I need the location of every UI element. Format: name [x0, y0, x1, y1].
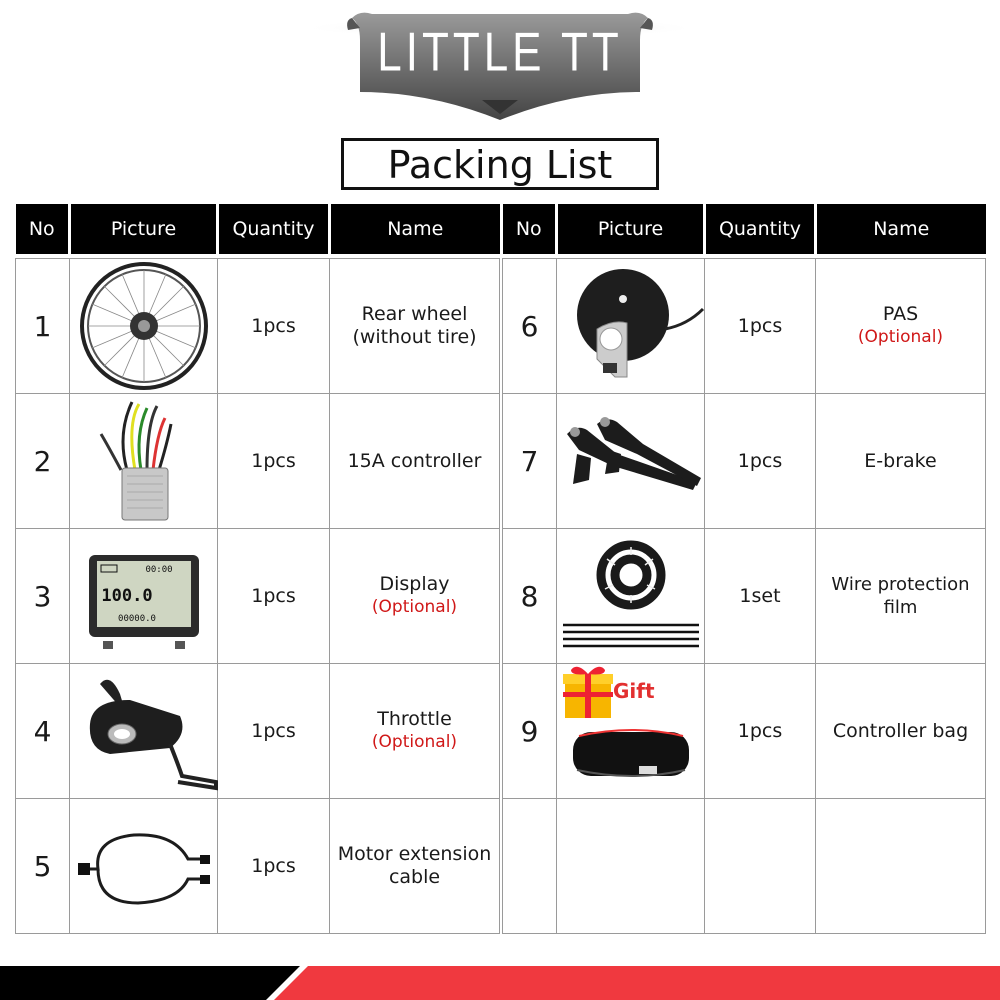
wire-wrap-icon [557, 529, 705, 663]
item-picture [70, 529, 218, 664]
item-picture [70, 664, 218, 799]
item-quantity: 1pcs [218, 259, 330, 394]
header-name: Name [330, 204, 500, 254]
item-name-line2: cable [388, 866, 441, 888]
item-name-line1: Throttle [377, 708, 452, 730]
brand-name: LITTLE TT [377, 21, 623, 83]
item-no: 3 [16, 529, 70, 664]
item-name [330, 799, 500, 934]
item-name-line1: PAS [882, 303, 919, 325]
item-name: E-brake [816, 394, 986, 529]
item-name: 15A controller [330, 394, 500, 529]
controller-icon [77, 394, 211, 528]
header-no: No [16, 204, 70, 254]
display-speed: 100.0 [100, 586, 153, 606]
item-no: 6 [503, 259, 557, 394]
pas-sensor-icon [557, 259, 705, 393]
item-no: 9 [503, 664, 557, 799]
item-name-line1: Display [379, 573, 450, 595]
header-no: No [503, 204, 557, 254]
throttle-icon [70, 664, 218, 798]
e-brake-icon [557, 394, 705, 528]
item-picture [70, 259, 218, 394]
item-no: 4 [16, 664, 70, 799]
item-no: 8 [503, 529, 557, 664]
item-name [816, 259, 986, 394]
footer-stripe [0, 966, 1000, 1000]
header-picture: Picture [70, 204, 218, 254]
table-row [503, 259, 986, 394]
item-picture [557, 394, 705, 529]
item-name [330, 664, 500, 799]
rear-wheel-icon [77, 259, 211, 393]
item-picture [557, 259, 705, 394]
display-time: 00:00 [144, 565, 173, 575]
item-name: Wire protection film [816, 529, 986, 664]
item-name-line1: Motor extension [337, 843, 492, 865]
page-title: Packing List [341, 138, 659, 190]
table-row [503, 394, 986, 529]
gift-label: Gift [613, 679, 655, 703]
table-row [16, 529, 500, 664]
optional-label: (Optional) [371, 732, 458, 752]
table-row [16, 799, 500, 934]
cable-icon [74, 799, 214, 933]
item-no: 1 [16, 259, 70, 394]
item-quantity: 1pcs [218, 529, 330, 664]
item-no: 5 [16, 799, 70, 934]
optional-label: (Optional) [857, 327, 944, 347]
item-name-line2: (without tire) [352, 326, 477, 348]
item-picture [557, 664, 705, 799]
item-name: Controller bag [816, 664, 986, 799]
table-row [16, 259, 500, 394]
optional-label: (Optional) [371, 597, 458, 617]
item-quantity: 1pcs [218, 799, 330, 934]
item-picture [70, 799, 218, 934]
item-no: 2 [16, 394, 70, 529]
gift-icon [563, 667, 613, 718]
table-row [16, 664, 500, 799]
table-row [16, 394, 500, 529]
item-picture [557, 529, 705, 664]
display-icon [77, 529, 211, 663]
header-name: Name [816, 204, 986, 254]
display-odometer: 00000.0 [117, 614, 156, 624]
header-picture: Picture [557, 204, 705, 254]
item-name-line1: Rear wheel [361, 303, 468, 325]
packing-table-right [502, 204, 986, 934]
item-no: 7 [503, 394, 557, 529]
header-quantity: Quantity [705, 204, 816, 254]
packing-table-left [15, 204, 500, 934]
item-quantity: 1pcs [705, 394, 816, 529]
item-picture [70, 394, 218, 529]
item-quantity: 1pcs [218, 664, 330, 799]
item-name [330, 529, 500, 664]
table-row [503, 529, 986, 664]
item-quantity: 1set [705, 529, 816, 664]
item-name [330, 259, 500, 394]
item-quantity: 1pcs [218, 394, 330, 529]
item-quantity: 1pcs [705, 259, 816, 394]
table-row-empty [503, 799, 986, 934]
table-row [503, 664, 986, 799]
controller-bag-icon [557, 664, 705, 798]
header-quantity: Quantity [218, 204, 330, 254]
item-quantity: 1pcs [705, 664, 816, 799]
